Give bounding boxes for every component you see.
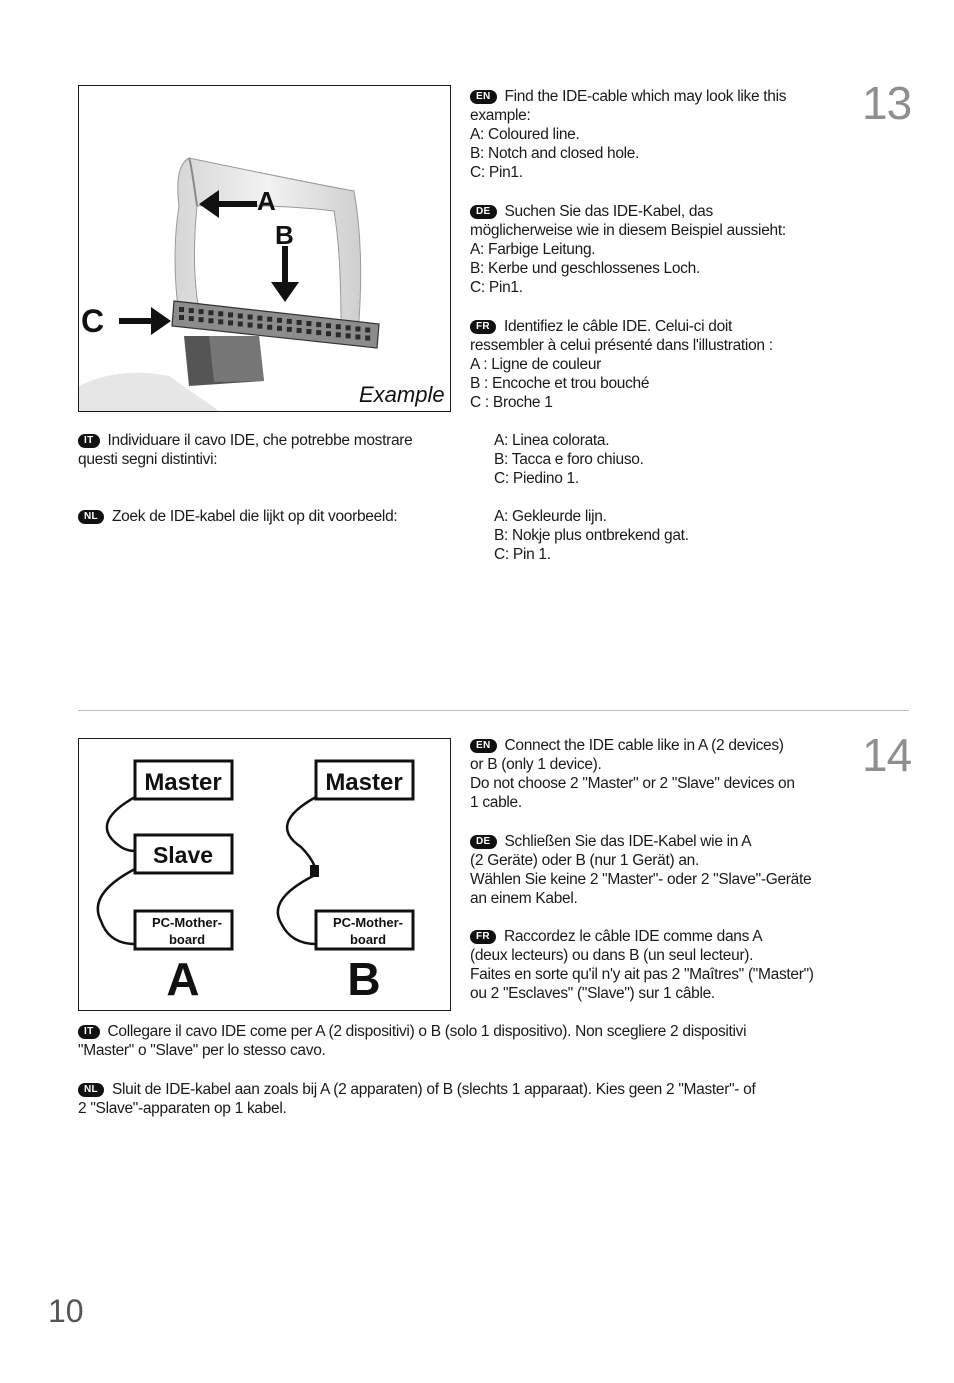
connector-pin [326,323,331,328]
connector-pin [316,330,321,335]
label-c: C [81,303,105,339]
connector-pin [365,328,370,333]
connector-pin [336,332,341,337]
a-slave-label: Slave [152,842,214,868]
connector-pin [306,329,311,334]
connector-pin [277,326,282,331]
section-divider [78,710,909,711]
connector-pin [336,324,341,329]
lang-badge-fr: FR [470,930,496,944]
b-letter: B [347,953,381,1005]
b-master-label: Master [325,769,403,796]
step13-fr-block: FR Identifiez le câble IDE. Celui-ci doit ressembler à celui présenté dans l'illustration : A : Ligne de couleur B : Encoche et trou bouché C : Broche 1 [470,318,773,411]
lang-badge-fr: FR [470,320,496,334]
ide-cable-illustration [79,86,450,411]
step13-nl-block: NL Zoek de IDE-kabel die lijkt op dit voorbeeld: [78,507,397,526]
example-caption: Example [359,382,445,407]
connector-pin [277,318,282,323]
connector-pin [228,312,233,317]
label-b: B [275,220,294,250]
step13-de-block: DE Suchen Sie das IDE-Kabel, das möglicherweise wie in diesem Beispiel aussieht: A: Farbige Leitung. B: Kerbe und geschlossenes Loch. C: Pin1. [470,203,786,296]
connector-pin [218,311,223,316]
lang-badge-en: EN [470,739,497,753]
connector-pin [306,321,311,326]
step14-fr-block: FR Raccordez le câble IDE comme dans A (deux lecteurs) ou dans B (un seul lecteur). Faites en sorte qu'il n'y ait pas 2 "Maîtres" ("Master") ou 2 "Esclaves" ("Slave") sur 1 câble. [470,928,814,1002]
connector-pin [326,331,331,336]
master-slave-diagram [79,739,450,1010]
b-cable-top [287,797,316,867]
step-number-14: 14 [862,729,912,781]
lang-badge-en: EN [470,90,497,104]
step13-it-items: A: Linea colorata. B: Tacca e foro chiuso. C: Piedino 1. [494,432,644,487]
connector-pin [257,324,262,329]
label-a: A [257,186,276,216]
step14-en-block: EN Connect the IDE cable like in A (2 devices) or B (only 1 device). Do not choose 2 "Master" or 2 "Slave" devices on 1 cable. [470,737,795,811]
connector-pin [208,318,213,323]
lang-badge-it: IT [78,434,100,448]
connector-pin [287,319,292,324]
connector-pin [267,325,272,330]
a-letter: A [166,953,200,1005]
a-cable-top [107,797,135,851]
connector-pin [218,319,223,324]
step13-nl-items: A: Gekleurde lijn. B: Nokje plus ontbrekend gat. C: Pin 1. [494,508,689,563]
connector-pin [238,321,243,326]
lang-badge-de: DE [470,835,497,849]
connector-pin [355,334,360,339]
lang-badge-de: DE [470,205,497,219]
connector-pin [297,320,302,325]
step14-nl-block: NL Sluit de IDE-kabel aan zoals bij A (2 apparaten) of B (slechts 1 apparaat). Kies geen 2 "Master"- of 2 "Slave"-apparaten op 1 kabel. [78,1081,756,1117]
lang-badge-nl: NL [78,510,104,524]
connector-pin [346,325,351,330]
connector-pin [248,315,253,320]
step13-it-block: IT Individuare il cavo IDE, che potrebbe mostrare questi segni distintivi: [78,432,413,468]
master-slave-figure [78,738,451,1011]
connector-pin [189,316,194,321]
lang-badge-nl: NL [78,1083,104,1097]
ide-cable-example-figure [78,85,451,412]
step14-de-block: DE Schließen Sie das IDE-Kabel wie in A (2 Geräte) oder B (nur 1 Gerät) an. Wählen Sie keine 2 "Master"- oder 2 "Slave"-Geräte an einem Kabel. [470,833,812,907]
connector-pin [199,309,204,314]
step13-en-block: EN Find the IDE-cable which may look like this example: A: Coloured line. B: Notch and closed hole. C: Pin1. [470,88,787,181]
connector-pin [355,326,360,331]
connector-pin [297,328,302,333]
connector-pin [248,323,253,328]
connector-pin [199,317,204,322]
step-number-13: 13 [862,77,912,129]
a-board-label-1: PC-Mother- [151,915,223,930]
connector-pin [238,313,243,318]
connector-pin [316,322,321,327]
arrow-c-icon [119,307,171,335]
b-board-label-2: board [349,932,387,947]
a-master-label: Master [144,769,222,796]
connector-pin [208,310,213,315]
connector-pin [179,307,184,312]
lang-badge-it: IT [78,1025,100,1039]
b-board-label-1: PC-Mother- [332,915,404,930]
connector-pin [365,336,370,341]
connector-pin [267,317,272,322]
b-cable-bottom [278,875,316,944]
step14-it-block: IT Collegare il cavo IDE come per A (2 dispositivi) o B (solo 1 dispositivo). Non scegliere 2 dispositivi "Master" o "Slave" per lo stesso cavo. [78,1023,747,1059]
arrow-b-icon [271,246,299,302]
connector-pin [189,308,194,313]
connector-pin [179,315,184,320]
a-cable-bottom [98,869,135,944]
a-board-label-2: board [168,932,206,947]
connector-pin [287,327,292,332]
page-number: 10 [48,1293,84,1329]
connector-pin [228,320,233,325]
connector-pin [346,333,351,338]
connector-pin [257,316,262,321]
